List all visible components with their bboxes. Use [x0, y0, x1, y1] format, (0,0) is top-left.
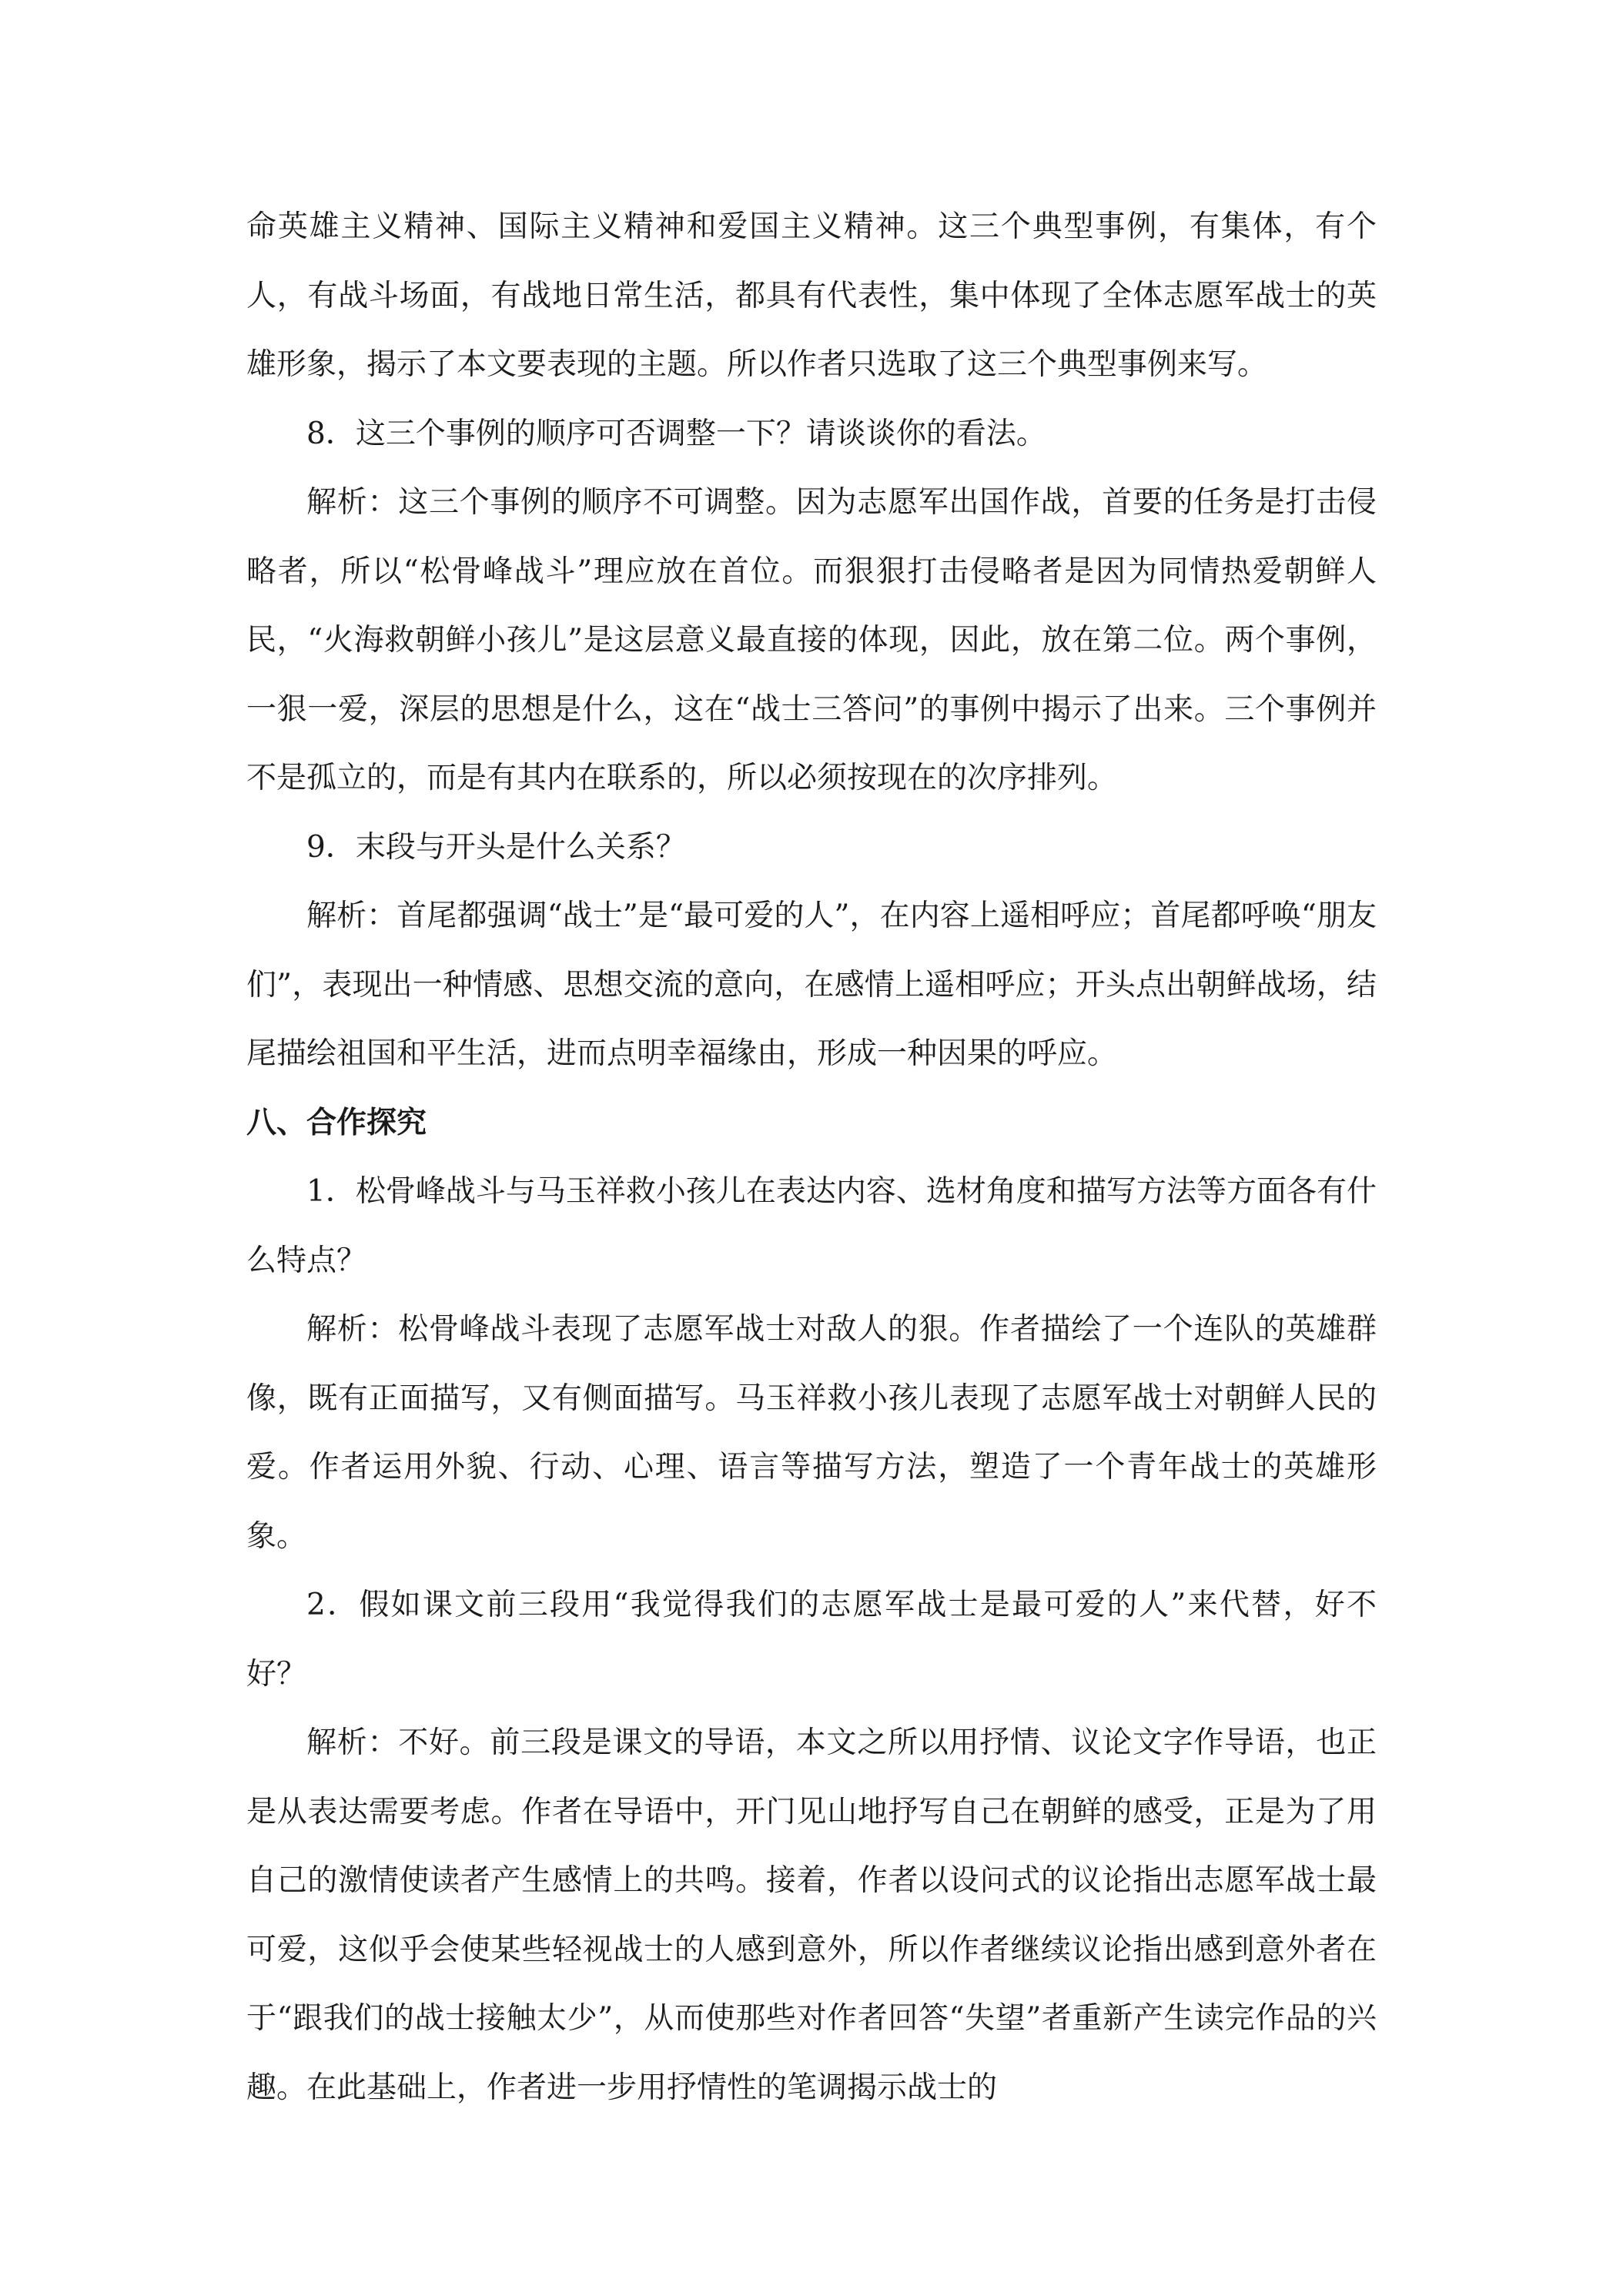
question-1: 1．松骨峰战斗与马玉祥救小孩儿在表达内容、选材角度和描写方法等方面各有什么特点？ — [246, 1174, 1377, 1278]
answer-2: 解析：不好。前三段是课文的导语，本文之所以用抒情、议论文字作导语，也正是从表达需要考虑。作者在导语中，开门见山地抒写自己在朝鲜的感受，正是为了用自己的激情使读者产生感情上的共鸣。接着，作者以设问式的议论指出志愿军战士最可爱，这似乎会使某些轻视战士的人感到意外，所以作者继续议论指出感到意外者在于“跟我们的战士接触太少”，从而使那些对作者回答“失望”者重新产生读完作品的兴趣。在此基础上，作者进一步用抒情性的笔调揭示战士的 — [246, 1725, 1377, 2105]
paragraph-continued: 命英雄主义精神、国际主义精神和爱国主义精神。这三个典型事例，有集体，有个人，有战斗场面，有战地日常生活，都具有代表性，集中体现了全体志愿军战士的英雄形象，揭示了本文要表现的主题。所以作者只选取了这三个典型事例来写。 — [246, 209, 1377, 382]
question-9: 9．末段与开头是什么关系？ — [306, 829, 686, 865]
document-page — [246, 192, 1377, 2122]
section-heading: 八、合作探究 — [246, 1105, 427, 1140]
question-2: 2．假如课文前三段用“我觉得我们的志愿军战士是最可爱的人”来代替，好不好？ — [246, 1588, 1377, 1692]
answer-1: 解析：松骨峰战斗表现了志愿军战士对敌人的狠。作者描绘了一个连队的英雄群像，既有正面描写，又有侧面描写。马玉祥救小孩儿表现了志愿军战士对朝鲜人民的爱。作者运用外貌、行动、心理、语言等描写方法，塑造了一个青年战士的英雄形象。 — [246, 1312, 1377, 1554]
question-8: 8．这三个事例的顺序可否调整一下？请谈谈你的看法。 — [306, 416, 1046, 451]
answer-8: 解析：这三个事例的顺序不可调整。因为志愿军出国作战，首要的任务是打击侵略者，所以“松骨峰战斗”理应放在首位。而狠狠打击侵略者是因为同情热爱朝鲜人民，“火海救朝鲜小孩儿”是这层意义最直接的体现，因此，放在第二位。两个事例，一狠一爱，深层的思想是什么，这在“战士三答问”的事例中揭示了出来。三个事例并不是孤立的，而是有其内在联系的，所以必须按现在的次序排列。 — [246, 485, 1377, 795]
answer-9: 解析：首尾都强调“战士”是“最可爱的人”，在内容上遥相呼应；首尾都呼唤“朋友们”，表现出一种情感、思想交流的意向，在感情上遥相呼应；开头点出朝鲜战场，结尾描绘祖国和平生活，进而点明幸福缘由，形成一种因果的呼应。 — [246, 899, 1377, 1071]
